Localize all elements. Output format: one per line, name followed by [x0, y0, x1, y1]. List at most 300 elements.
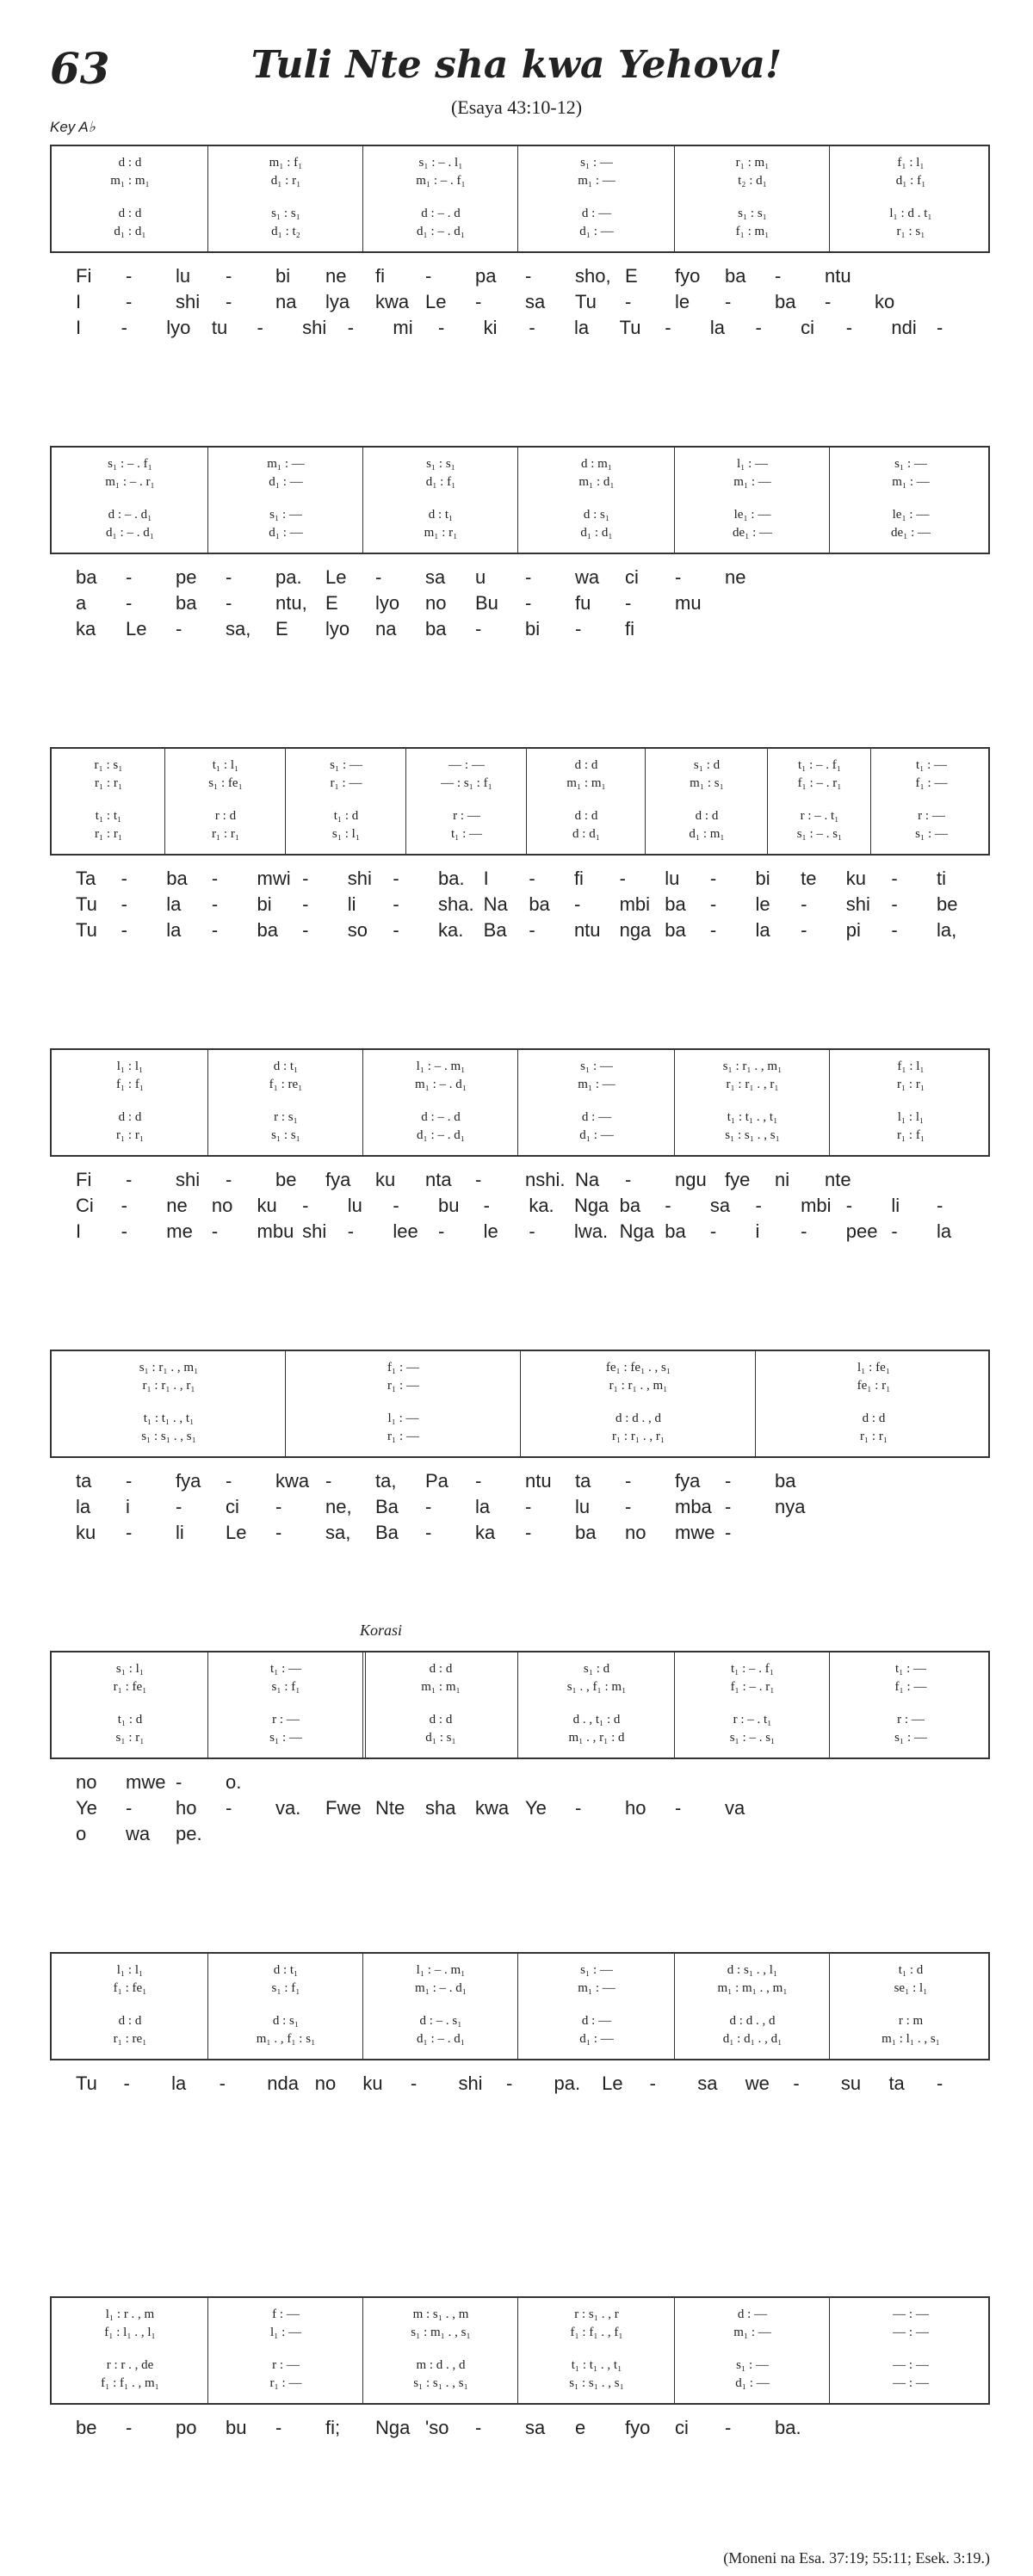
solfa-score — [50, 446, 990, 554]
lyric-syllable: Le — [226, 1522, 247, 1543]
lyric-syllable: ta — [575, 1470, 591, 1492]
lyric-syllable: ba — [665, 1220, 686, 1242]
lyric-syllable: - — [325, 1470, 332, 1492]
lyric-syllable: - — [121, 893, 127, 915]
measure — [52, 1050, 208, 1155]
lyric-syllable: - — [525, 1522, 532, 1543]
lyric-syllable: wa — [126, 1823, 151, 1844]
lyric-line — [50, 893, 990, 917]
voice-notes: d : t₁ — [273, 1962, 299, 1977]
voice-notes: s₁ : – . s₁ — [729, 1730, 776, 1745]
lyric-syllable: - — [709, 868, 717, 889]
measure — [521, 1351, 756, 1456]
lyric-syllable: - — [529, 317, 535, 338]
voice-notes: r : – . t₁ — [800, 808, 839, 823]
voice-notes: t₂ : d₁ — [738, 173, 767, 188]
lyric-syllable: - — [725, 1496, 732, 1517]
lyric-syllable: fi; — [325, 2417, 341, 2438]
lyric-syllable: - — [801, 1220, 807, 1242]
measure — [675, 146, 830, 251]
lyric-syllable: - — [525, 592, 532, 614]
voice-notes: r : — — [897, 1712, 925, 1727]
lyric-syllable: ntu, — [275, 592, 307, 614]
measure — [208, 448, 363, 553]
lyric-syllable: le — [675, 291, 690, 312]
lyric-syllable: ne — [325, 265, 347, 287]
measure — [363, 2298, 518, 2403]
voice-notes: d₁ : — — [269, 474, 303, 489]
voice-notes: l₁ : d . t₁ — [889, 206, 932, 220]
lyric-syllable: ba — [775, 291, 796, 312]
lyric-syllable: - — [937, 2073, 943, 2094]
measure — [286, 749, 406, 854]
lyric-syllable: ba — [529, 893, 550, 915]
lyric-syllable: pe — [176, 566, 197, 588]
voice-notes: m₁ : s₁ — [690, 775, 724, 790]
voice-notes: m₁ : — — [578, 1077, 615, 1091]
voice-notes: t₁ : — — [894, 1661, 927, 1676]
lyric-syllable: - — [226, 1470, 232, 1492]
lyric-line — [50, 2073, 990, 2097]
lyric-syllable: Ye — [76, 1797, 97, 1819]
lyric-syllable: lya — [325, 291, 350, 312]
lyric-syllable: ntu — [525, 1470, 552, 1492]
voice-notes: f₁ : — — [387, 1360, 419, 1374]
lyric-syllable: sa — [525, 2417, 546, 2438]
lyric-syllable: Le — [425, 291, 447, 312]
lyric-syllable: - — [126, 1169, 133, 1190]
voice-notes: s₁ : — — [580, 155, 613, 170]
voice-notes: r₁ : — — [387, 1429, 419, 1443]
voice-notes: t₁ : t₁ . , t₁ — [571, 2357, 622, 2372]
voice-notes: r₁ : r₁ — [115, 1127, 145, 1142]
lyric-syllable: - — [219, 2073, 226, 2094]
voice-notes: l₁ : – . m₁ — [416, 1962, 466, 1977]
lyric-syllable: - — [529, 919, 535, 941]
measure — [518, 448, 675, 553]
voice-notes: r₁ : r₁ . , m₁ — [609, 1378, 668, 1393]
lyric-syllable: - — [475, 618, 482, 639]
voice-notes: s₁ : l₁ — [115, 1661, 145, 1676]
measure — [208, 146, 363, 251]
lyric-syllable: - — [525, 566, 532, 588]
lyric-syllable: - — [393, 868, 399, 889]
lyric-syllable: - — [275, 1496, 282, 1517]
measure — [518, 2298, 675, 2403]
lyric-syllable: sha — [425, 1797, 456, 1819]
voice-notes: s₁ : r₁ — [115, 1730, 145, 1745]
lyric-syllable: - — [123, 2073, 130, 2094]
lyric-syllable: - — [675, 1797, 682, 1819]
voice-notes: d₁ : r₁ — [270, 173, 301, 188]
lyric-syllable: la, — [937, 919, 957, 941]
lyric-line — [50, 1771, 990, 1795]
lyric-syllable: fye — [725, 1169, 751, 1190]
lyric-syllable: Fi — [76, 265, 92, 287]
lyric-syllable: la — [166, 893, 182, 915]
voice-notes: d : — — [581, 2013, 612, 2028]
lyric-syllable: no — [76, 1771, 97, 1793]
measure — [830, 1050, 992, 1155]
lyric-syllable: - — [126, 592, 133, 614]
lyric-syllable: o — [76, 1823, 87, 1844]
lyric-syllable: nta — [425, 1169, 452, 1190]
lyric-syllable: na — [375, 618, 397, 639]
voice-notes: r₁ : — — [387, 1378, 419, 1393]
lyric-syllable: fyo — [675, 265, 701, 287]
lyric-syllable: Ci — [76, 1195, 94, 1216]
voice-notes: d : d — [429, 1712, 453, 1727]
voice-notes: s₁ : — — [580, 1962, 613, 1977]
lyric-syllable: mwe — [675, 1522, 715, 1543]
voice-notes: t₁ : — — [915, 757, 948, 772]
lyric-syllable: ba. — [438, 868, 465, 889]
voice-notes: f₁ : l₁ . , l₁ — [104, 2325, 156, 2339]
voice-notes: m₁ : m₁ — [566, 775, 606, 790]
lyric-syllable: be — [937, 893, 958, 915]
voice-notes: r₁ : r₁ — [896, 1077, 925, 1091]
voice-notes: t₁ : t₁ . , t₁ — [143, 1411, 195, 1425]
lyric-line — [50, 1220, 990, 1245]
lyric-syllable: ba — [575, 1522, 597, 1543]
lyric-line — [50, 291, 990, 315]
measure — [406, 749, 527, 854]
measure — [208, 1954, 363, 2059]
lyric-syllable: ba — [665, 919, 686, 941]
voice-notes: l₁ : — — [269, 2325, 302, 2339]
voice-notes: m : d . , d — [416, 2357, 466, 2372]
lyric-syllable: lyo — [325, 618, 350, 639]
lyric-syllable: - — [226, 592, 232, 614]
measure — [52, 1954, 208, 2059]
lyric-syllable: ku — [76, 1522, 96, 1543]
voice-notes: f₁ : fe₁ — [113, 1980, 147, 1995]
voice-notes: d₁ : t₂ — [271, 224, 300, 238]
measure — [518, 1050, 675, 1155]
lyric-syllable: - — [302, 1195, 309, 1216]
lyric-syllable: bi — [257, 893, 272, 915]
voice-notes: d . , t₁ : d — [572, 1712, 621, 1727]
voice-notes: r₁ : r₁ — [94, 826, 123, 841]
lyric-syllable: Ba — [375, 1496, 399, 1517]
voice-notes: d : d — [118, 155, 142, 170]
lyric-line — [50, 1522, 990, 1546]
voice-notes: s₁ : – . f₁ — [108, 456, 152, 471]
lyric-line — [50, 618, 990, 642]
lyric-syllable: - — [725, 1522, 732, 1543]
lyric-syllable: - — [126, 291, 133, 312]
lyric-syllable: i — [755, 1220, 760, 1242]
voice-notes: s₁ : d — [693, 757, 721, 772]
lyric-syllable: - — [725, 1470, 732, 1492]
lyric-syllable: ba — [76, 566, 97, 588]
voice-notes: f₁ : – . r₁ — [797, 775, 842, 790]
voice-notes: s₁ : — — [269, 507, 302, 522]
lyric-syllable: Fwe — [325, 1797, 362, 1819]
voice-notes: t₁ : – . f₁ — [797, 757, 842, 772]
lyric-syllable: - — [475, 1470, 482, 1492]
lyric-syllable: fyo — [625, 2417, 651, 2438]
voice-notes: le₁ : — — [733, 507, 771, 522]
lyric-syllable: la — [166, 919, 182, 941]
voice-notes: s₁ : — — [736, 2357, 769, 2372]
lyric-syllable: - — [625, 1470, 632, 1492]
voice-notes: m₁ : – . f₁ — [416, 173, 466, 188]
lyric-syllable: sa, — [325, 1522, 351, 1543]
lyric-syllable: la — [755, 919, 770, 941]
lyric-line — [50, 1195, 990, 1219]
voice-notes: s₁ : s₁ . , s₁ — [413, 2375, 468, 2390]
lyric-syllable: - — [302, 868, 309, 889]
lyric-syllable: - — [665, 317, 671, 338]
lyric-syllable: la — [171, 2073, 187, 2094]
voice-notes: r : — — [272, 2357, 300, 2372]
voice-notes: d : d . , d — [615, 1411, 661, 1425]
measure — [52, 1652, 208, 1757]
voice-notes: r₁ : — — [330, 775, 362, 790]
lyric-syllable: - — [393, 1195, 399, 1216]
lyric-syllable: shi — [458, 2073, 483, 2094]
voice-notes: d₁ : — — [579, 2031, 614, 2046]
lyric-syllable: e — [575, 2417, 586, 2438]
voice-notes: t₁ : d — [898, 1962, 924, 1977]
voice-notes: le₁ : — — [892, 507, 930, 522]
lyric-syllable: pi — [845, 919, 861, 941]
lyric-line — [50, 1470, 990, 1494]
lyric-syllable: ne — [725, 566, 746, 588]
solfa-score — [50, 2296, 990, 2405]
lyric-syllable: fi — [625, 618, 634, 639]
lyric-syllable: ntu — [825, 265, 851, 287]
lyric-syllable: ntu — [573, 919, 601, 941]
voice-notes: l₁ : l₁ — [897, 1109, 925, 1124]
lyric-syllable: no — [625, 1522, 646, 1543]
lyric-syllable: - — [675, 566, 682, 588]
lyric-syllable: no — [425, 592, 447, 614]
voice-notes: s₁ : – . s₁ — [796, 826, 843, 841]
voice-notes: s₁ : — — [580, 1059, 613, 1073]
lyric-syllable: ho — [176, 1797, 197, 1819]
lyric-syllable: ka. — [438, 919, 464, 941]
lyric-syllable: pa — [475, 265, 497, 287]
lyric-syllable: Tu — [76, 919, 97, 941]
lyric-syllable: a — [76, 592, 87, 614]
measure — [675, 1652, 830, 1757]
measure — [756, 1351, 992, 1456]
voice-notes: f₁ : f₁ . , m₁ — [101, 2375, 159, 2390]
lyric-syllable: shi — [176, 291, 201, 312]
voice-notes: d : d — [429, 1661, 453, 1676]
voice-notes: s₁ : f₁ — [271, 1980, 300, 1995]
lyric-syllable: po — [176, 2417, 197, 2438]
lyric-syllable: ba — [775, 1470, 796, 1492]
lyric-syllable: - — [410, 2073, 418, 2094]
lyric-syllable: - — [275, 1522, 282, 1543]
lyric-syllable: ba — [725, 265, 746, 287]
lyric-syllable: fi — [375, 265, 385, 287]
lyric-syllable: Tu — [619, 317, 641, 338]
lyric-syllable: ci — [675, 2417, 689, 2438]
lyric-syllable: lyo — [375, 592, 400, 614]
lyric-syllable: - — [793, 2073, 800, 2094]
lyric-syllable: - — [176, 1496, 182, 1517]
lyric-syllable: - — [475, 291, 482, 312]
voice-notes: t₁ : t₁ — [95, 808, 122, 823]
lyric-syllable: - — [226, 1169, 232, 1190]
voice-notes: r₁ : r₁ . , r₁ — [726, 1077, 779, 1091]
voice-notes: s₁ : r₁ . , m₁ — [722, 1059, 782, 1073]
voice-notes: fe₁ : fe₁ . , s₁ — [605, 1360, 671, 1374]
lyric-syllable: - — [126, 1470, 133, 1492]
lyric-syllable: sa, — [226, 618, 251, 639]
lyric-syllable: - — [126, 1522, 133, 1543]
measure — [52, 749, 165, 854]
voice-notes: s₁ : f₁ — [271, 1679, 300, 1694]
lyric-line — [50, 566, 990, 590]
lyric-syllable: va — [725, 1797, 745, 1819]
lyric-syllable: sa — [709, 1195, 731, 1216]
lyric-syllable: - — [937, 317, 943, 338]
lyric-syllable: ba — [176, 592, 197, 614]
lyric-syllable: bi — [525, 618, 541, 639]
lyric-syllable: - — [126, 265, 133, 287]
lyric-syllable: ho — [625, 1797, 646, 1819]
voice-notes: d₁ : f₁ — [895, 173, 926, 188]
voice-notes: d : – . s₁ — [419, 2013, 462, 2028]
voice-notes: m₁ : — — [578, 1980, 615, 1995]
lyric-syllable: - — [275, 2417, 282, 2438]
voice-notes: t₁ : l₁ — [212, 757, 239, 772]
korasi-label: Korasi — [360, 1622, 403, 1639]
lyric-syllable: Tu — [76, 2073, 97, 2094]
lyric-syllable: - — [709, 893, 717, 915]
lyric-syllable: - — [176, 1771, 182, 1793]
lyric-syllable: Pa — [425, 1470, 448, 1492]
measure — [52, 1351, 286, 1456]
voice-notes: f : — — [272, 2307, 300, 2321]
lyric-syllable: - — [529, 868, 535, 889]
lyric-syllable: ki — [483, 317, 498, 338]
voice-notes: de₁ : — — [890, 525, 931, 540]
lyric-syllable: mba — [675, 1496, 712, 1517]
voice-notes: d₁ : — — [579, 224, 614, 238]
solfa-score — [50, 1048, 990, 1157]
lyric-syllable: - — [425, 1522, 432, 1543]
voice-notes: m₁ . , f₁ : s₁ — [256, 2031, 316, 2046]
lyric-syllable: li — [891, 1195, 900, 1216]
voice-notes: r : — — [453, 808, 480, 823]
lyric-syllable: - — [625, 592, 632, 614]
voice-notes: l₁ : r . , m — [105, 2307, 155, 2321]
lyric-syllable: - — [575, 618, 582, 639]
lyric-syllable: pa. — [275, 566, 302, 588]
lyric-syllable: lu — [176, 265, 191, 287]
solfa-score — [50, 1350, 990, 1458]
lyric-syllable: - — [775, 265, 782, 287]
voice-notes: d : t₁ — [428, 507, 454, 522]
lyric-syllable: - — [649, 2073, 656, 2094]
voice-notes: s₁ : d — [583, 1661, 610, 1676]
measure — [165, 749, 286, 854]
lyric-syllable: fya — [176, 1470, 201, 1492]
voice-notes: t₁ : d — [333, 808, 359, 823]
lyric-syllable: shi — [302, 317, 327, 338]
lyric-line — [50, 2417, 990, 2441]
lyric-syllable: mi — [393, 317, 413, 338]
lyric-syllable: lyo — [166, 317, 191, 338]
lyric-syllable: E — [275, 618, 288, 639]
lyric-syllable: ci — [625, 566, 639, 588]
lyric-syllable: sa — [697, 2073, 718, 2094]
measure — [363, 1652, 518, 1757]
lyric-syllable: la — [709, 317, 725, 338]
lyric-syllable: Nga — [375, 2417, 411, 2438]
measure — [518, 1652, 675, 1757]
measure — [363, 448, 518, 553]
lyric-syllable: E — [625, 265, 638, 287]
lyric-syllable: - — [121, 317, 127, 338]
voice-notes: f₁ : – . r₁ — [730, 1679, 775, 1694]
voice-notes: r₁ : r₁ — [94, 775, 123, 790]
lyric-syllable: ka. — [529, 1195, 554, 1216]
lyric-syllable: ba — [619, 1195, 641, 1216]
voice-notes: de₁ : — — [732, 525, 773, 540]
voice-notes: d : — — [737, 2307, 768, 2321]
lyric-syllable: ne, — [325, 1496, 352, 1517]
voice-notes: s₁ : — — [269, 1730, 302, 1745]
lyric-syllable: ta — [888, 2073, 905, 2094]
lyric-syllable: Le — [325, 566, 347, 588]
voice-notes: — : — — [893, 2325, 929, 2339]
voice-notes: — : s₁ : f₁ — [441, 775, 492, 790]
lyric-syllable: sa — [425, 566, 446, 588]
lyric-syllable: Ye — [525, 1797, 547, 1819]
lyric-syllable: kwa — [375, 291, 410, 312]
lyric-line — [50, 1823, 990, 1847]
voice-notes: s₁ : — — [330, 757, 362, 772]
lyric-syllable: - — [347, 1220, 355, 1242]
voice-notes: l₁ : l₁ — [116, 1059, 144, 1073]
lyric-syllable: nshi. — [525, 1169, 566, 1190]
lyric-syllable: lu — [665, 868, 680, 889]
voice-notes: m₁ : – . r₁ — [105, 474, 155, 489]
lyric-syllable: - — [393, 893, 399, 915]
voice-notes: m₁ : — — [267, 456, 305, 471]
voice-notes: r₁ : s₁ — [896, 224, 925, 238]
lyric-syllable: shi — [302, 1220, 327, 1242]
measure — [363, 146, 518, 251]
lyric-syllable: me — [166, 1220, 193, 1242]
voice-notes: d : d — [118, 1109, 142, 1124]
measure — [363, 1050, 518, 1155]
lyric-syllable: - — [625, 291, 632, 312]
voice-notes: d : — — [581, 1109, 612, 1124]
voice-notes: d₁ : — — [735, 2375, 770, 2390]
voice-notes: d : – . d₁ — [108, 507, 152, 522]
voice-notes: m₁ : m₁ — [110, 173, 150, 188]
voice-notes: — : — — [448, 757, 485, 772]
lyric-syllable: I — [76, 291, 82, 312]
lyric-syllable: la — [76, 1496, 91, 1517]
lyric-syllable: li — [176, 1522, 184, 1543]
lyric-syllable: mbi — [801, 1195, 832, 1216]
measure — [286, 1351, 521, 1456]
lyric-syllable: mu — [675, 592, 702, 614]
voice-notes: m₁ : r₁ — [424, 525, 458, 540]
voice-notes: — : — — [893, 2357, 929, 2372]
lyric-syllable: - — [126, 1797, 133, 1819]
lyric-syllable: Tu — [76, 893, 97, 915]
